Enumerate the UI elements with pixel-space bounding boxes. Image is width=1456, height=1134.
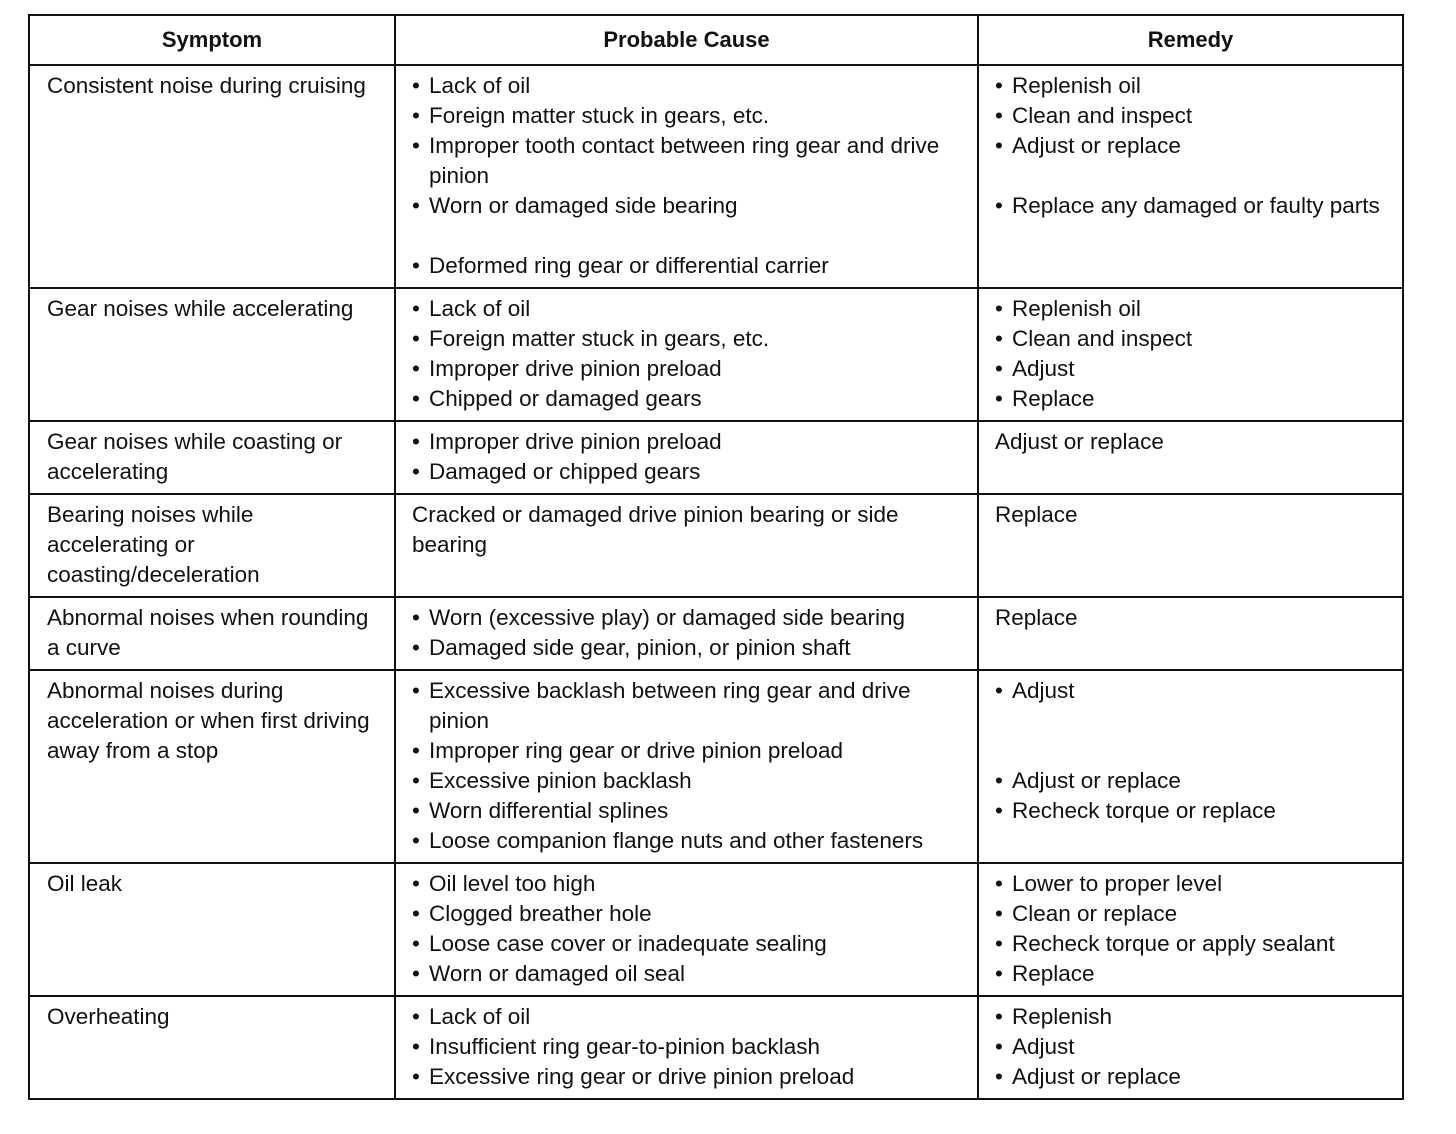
probable-cause-cell — [395, 670, 978, 863]
symptom-text: Consistent noise during cruising — [47, 73, 366, 98]
remedy-cell — [978, 288, 1403, 421]
remedy-item — [995, 766, 1388, 796]
bullet-icon: • — [412, 253, 420, 278]
cause-item — [412, 191, 963, 221]
remedy-text: Replenish oil — [1012, 296, 1141, 321]
cause-text: Improper tooth contact between ring gear and drive pinion — [429, 133, 940, 188]
remedy-item — [995, 71, 1388, 101]
symptom-text: Overheating — [47, 1004, 170, 1029]
probable-cause-cell — [395, 597, 978, 670]
table-row — [29, 288, 1403, 421]
bullet-icon: • — [412, 103, 420, 128]
cause-text: Insufficient ring gear-to-pinion backlash — [429, 1034, 821, 1059]
symptom-text: Gear noises while coasting or accelerating — [47, 429, 343, 484]
cause-text: Clogged breather hole — [429, 901, 652, 926]
symptom-cell — [29, 65, 395, 288]
bullet-icon: • — [412, 133, 420, 158]
remedy-text: Adjust or replace — [995, 429, 1164, 454]
bullet-icon: • — [995, 193, 1003, 218]
remedy-spacer — [995, 736, 1388, 766]
cause-text: Damaged or chipped gears — [429, 459, 701, 484]
cause-text: Worn or damaged side bearing — [429, 193, 738, 218]
remedy-spacer — [995, 161, 1388, 191]
remedy-item — [995, 929, 1388, 959]
troubleshooting-table — [28, 14, 1404, 1100]
remedy-item — [995, 294, 1388, 324]
probable-cause-cell — [395, 65, 978, 288]
cause-item — [412, 354, 963, 384]
cause-item — [412, 1032, 963, 1062]
cause-text: Loose case cover or inadequate sealing — [429, 931, 827, 956]
bullet-icon: • — [412, 901, 420, 926]
remedy-item — [995, 191, 1388, 221]
cause-item — [412, 736, 963, 766]
cause-text: Excessive ring gear or drive pinion preload — [429, 1064, 855, 1089]
cause-spacer — [412, 221, 963, 251]
cause-text: Foreign matter stuck in gears, etc. — [429, 103, 770, 128]
remedy-text: Replenish — [1012, 1004, 1113, 1029]
cause-text: Foreign matter stuck in gears, etc. — [429, 326, 770, 351]
remedy-item — [995, 131, 1388, 161]
header-probable-cause: Probable Cause — [395, 15, 978, 65]
bullet-icon: • — [995, 1034, 1003, 1059]
remedy-item — [995, 1062, 1388, 1092]
bullet-icon: • — [412, 1004, 420, 1029]
cause-text: Improper drive pinion preload — [429, 429, 722, 454]
bullet-icon: • — [995, 961, 1003, 986]
cause-item — [412, 826, 963, 856]
remedy-item — [995, 869, 1388, 899]
remedy-cell — [978, 996, 1403, 1099]
symptom-cell — [29, 597, 395, 670]
remedy-text: Adjust or replace — [1012, 768, 1181, 793]
cause-item — [412, 899, 963, 929]
cause-item — [412, 384, 963, 414]
remedy-text: Replace — [1012, 386, 1095, 411]
cause-item — [412, 427, 963, 457]
symptom-cell — [29, 288, 395, 421]
probable-cause-cell — [395, 288, 978, 421]
remedy-text: Replace — [1012, 961, 1095, 986]
table-row — [29, 421, 1403, 494]
remedy-text: Clean and inspect — [1012, 103, 1193, 128]
remedy-item — [995, 796, 1388, 826]
remedy-cell — [978, 670, 1403, 863]
cause-item — [412, 71, 963, 101]
bullet-icon: • — [412, 459, 420, 484]
table-row — [29, 494, 1403, 597]
remedy-item — [995, 354, 1388, 384]
symptom-text: Abnormal noises during acceleration or when first driving away from a stop — [47, 678, 370, 763]
bullet-icon: • — [995, 133, 1003, 158]
bullet-icon: • — [995, 103, 1003, 128]
bullet-icon: • — [995, 798, 1003, 823]
probable-cause-cell — [395, 494, 978, 597]
bullet-icon: • — [995, 901, 1003, 926]
cause-item — [412, 131, 963, 191]
cause-item — [412, 766, 963, 796]
bullet-icon: • — [412, 193, 420, 218]
cause-item — [412, 294, 963, 324]
remedy-item — [995, 384, 1388, 414]
remedy-item — [995, 959, 1388, 989]
bullet-icon: • — [412, 931, 420, 956]
symptom-cell — [29, 996, 395, 1099]
bullet-icon: • — [995, 678, 1003, 703]
cause-text: Deformed ring gear or differential carrier — [429, 253, 829, 278]
symptom-cell — [29, 670, 395, 863]
bullet-icon: • — [412, 386, 420, 411]
cause-item — [412, 796, 963, 826]
bullet-icon: • — [995, 768, 1003, 793]
cause-text: Worn differential splines — [429, 798, 669, 823]
bullet-icon: • — [995, 326, 1003, 351]
remedy-cell — [978, 597, 1403, 670]
header-symptom: Symptom — [29, 15, 395, 65]
remedy-item — [995, 1002, 1388, 1032]
bullet-icon: • — [995, 871, 1003, 896]
bullet-icon: • — [412, 961, 420, 986]
symptom-text: Gear noises while accelerating — [47, 296, 354, 321]
remedy-text: Clean and inspect — [1012, 326, 1193, 351]
bullet-icon: • — [995, 356, 1003, 381]
probable-cause-cell — [395, 863, 978, 996]
cause-text: Cracked or damaged drive pinion bearing or side bearing — [412, 502, 899, 557]
symptom-text: Bearing noises while accelerating or coasting/deceleration — [47, 502, 260, 587]
bullet-icon: • — [412, 326, 420, 351]
cause-text: Excessive backlash between ring gear and drive pinion — [429, 678, 911, 733]
cause-text: Lack of oil — [429, 296, 531, 321]
cause-item — [412, 929, 963, 959]
bullet-icon: • — [995, 73, 1003, 98]
cause-item — [412, 324, 963, 354]
table-row — [29, 996, 1403, 1099]
bullet-icon: • — [995, 296, 1003, 321]
remedy-text: Adjust or replace — [1012, 1064, 1181, 1089]
probable-cause-cell — [395, 996, 978, 1099]
header-row — [29, 15, 1403, 65]
bullet-icon: • — [412, 356, 420, 381]
bullet-icon: • — [412, 1034, 420, 1059]
bullet-icon: • — [412, 429, 420, 454]
table-body — [29, 65, 1403, 1099]
remedy-text: Adjust — [1012, 1034, 1075, 1059]
bullet-icon: • — [412, 73, 420, 98]
bullet-icon: • — [995, 1004, 1003, 1029]
remedy-spacer — [995, 706, 1388, 736]
remedy-text: Clean or replace — [1012, 901, 1178, 926]
remedy-item — [995, 676, 1388, 706]
table-row — [29, 597, 1403, 670]
cause-item — [412, 633, 963, 663]
bullet-icon: • — [412, 738, 420, 763]
bullet-icon: • — [412, 635, 420, 660]
remedy-text: Recheck torque or apply sealant — [1012, 931, 1335, 956]
bullet-icon: • — [412, 828, 420, 853]
remedy-text: Adjust — [1012, 356, 1075, 381]
remedy-item — [995, 324, 1388, 354]
bullet-icon: • — [995, 1064, 1003, 1089]
cause-item — [412, 457, 963, 487]
remedy-cell — [978, 421, 1403, 494]
cause-item — [412, 1062, 963, 1092]
remedy-text: Adjust — [1012, 678, 1075, 703]
cause-text: Lack of oil — [429, 73, 531, 98]
cause-text: Excessive pinion backlash — [429, 768, 692, 793]
cause-text: Worn or damaged oil seal — [429, 961, 685, 986]
bullet-icon: • — [412, 296, 420, 321]
cause-item — [412, 869, 963, 899]
remedy-text: Recheck torque or replace — [1012, 798, 1276, 823]
cause-text: Damaged side gear, pinion, or pinion shaft — [429, 635, 851, 660]
remedy-text: Replace any damaged or faulty parts — [1012, 193, 1380, 218]
table-row — [29, 863, 1403, 996]
cause-item — [412, 603, 963, 633]
bullet-icon: • — [995, 386, 1003, 411]
bullet-icon: • — [995, 931, 1003, 956]
symptom-cell — [29, 421, 395, 494]
cause-text: Improper ring gear or drive pinion preload — [429, 738, 843, 763]
symptom-text: Oil leak — [47, 871, 123, 896]
bullet-icon: • — [412, 605, 420, 630]
remedy-text: Replenish oil — [1012, 73, 1141, 98]
cause-text: Lack of oil — [429, 1004, 531, 1029]
symptom-cell — [29, 863, 395, 996]
bullet-icon: • — [412, 871, 420, 896]
cause-text: Improper drive pinion preload — [429, 356, 722, 381]
remedy-cell — [978, 65, 1403, 288]
remedy-cell — [978, 494, 1403, 597]
cause-item — [412, 959, 963, 989]
remedy-text: Lower to proper level — [1012, 871, 1223, 896]
header-remedy: Remedy — [978, 15, 1403, 65]
cause-text: Chipped or damaged gears — [429, 386, 702, 411]
remedy-text: Replace — [995, 502, 1078, 527]
probable-cause-cell — [395, 421, 978, 494]
cause-text: Oil level too high — [429, 871, 596, 896]
cause-item — [412, 251, 963, 281]
remedy-item — [995, 1032, 1388, 1062]
remedy-item — [995, 101, 1388, 131]
remedy-cell — [978, 863, 1403, 996]
bullet-icon: • — [412, 678, 420, 703]
symptom-text: Abnormal noises when rounding a curve — [47, 605, 369, 660]
cause-item — [412, 1002, 963, 1032]
symptom-cell — [29, 494, 395, 597]
bullet-icon: • — [412, 798, 420, 823]
remedy-item — [995, 899, 1388, 929]
remedy-text: Replace — [995, 605, 1078, 630]
cause-text: Loose companion flange nuts and other fasteners — [429, 828, 924, 853]
bullet-icon: • — [412, 1064, 420, 1089]
table-row — [29, 65, 1403, 288]
table-row — [29, 670, 1403, 863]
bullet-icon: • — [412, 768, 420, 793]
cause-item — [412, 676, 963, 736]
remedy-text: Adjust or replace — [1012, 133, 1181, 158]
cause-text: Worn (excessive play) or damaged side bearing — [429, 605, 906, 630]
cause-item — [412, 101, 963, 131]
troubleshooting-document — [28, 14, 1402, 1100]
